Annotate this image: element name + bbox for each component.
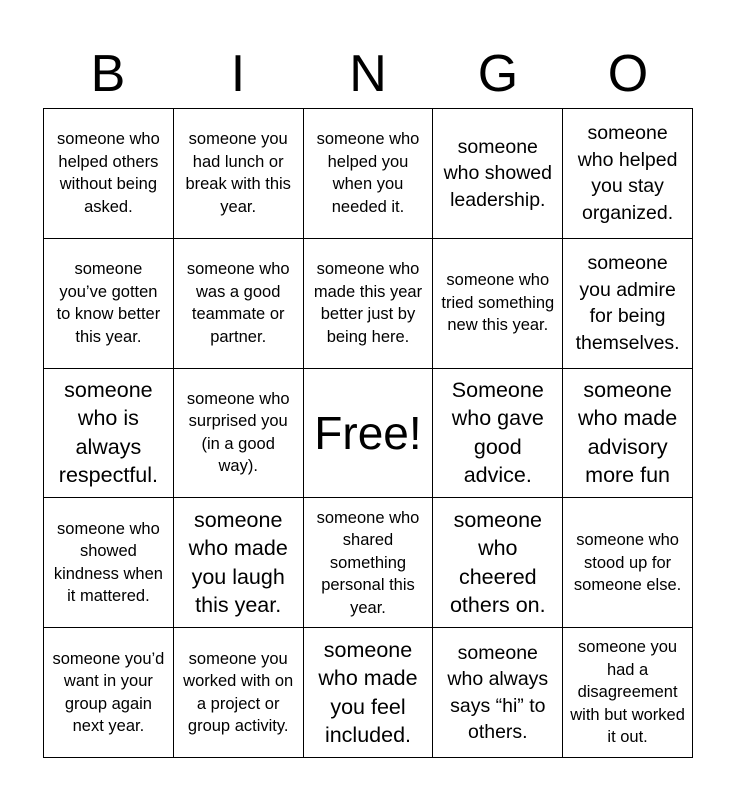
bingo-cell[interactable] <box>44 369 174 499</box>
bingo-cell[interactable] <box>44 498 174 628</box>
bingo-cell[interactable] <box>174 628 304 758</box>
cell-text: someone who made advisory more fun <box>577 377 678 488</box>
bingo-cell[interactable] <box>44 109 174 239</box>
cell-text: someone who cheered others on. <box>449 507 546 618</box>
cell-text: someone you had lunch or break with this year. <box>185 130 291 216</box>
cell-text: someone who showed kindness when it mattered. <box>53 519 163 606</box>
header-letter-b: B <box>90 45 126 103</box>
bingo-cell[interactable] <box>563 628 693 758</box>
cell-text: someone who shared something personal this year. <box>316 508 420 617</box>
bingo-cell[interactable] <box>563 369 693 499</box>
bingo-cell[interactable] <box>563 109 693 239</box>
bingo-cell[interactable] <box>433 369 563 499</box>
cell-text: someone who stood up for someone else. <box>573 531 682 595</box>
bingo-cell[interactable] <box>563 498 693 628</box>
bingo-cell[interactable] <box>174 498 304 628</box>
bingo-board <box>43 108 693 758</box>
cell-text: someone you admire for being themselves. <box>575 252 680 354</box>
cell-text: someone who is always respectful. <box>58 377 158 488</box>
header-letter-g: G <box>477 45 519 103</box>
cell-text: someone you’d want in your group again next year. <box>52 649 165 736</box>
cell-text: someone you had a disagreement with but worked it out. <box>570 638 685 747</box>
cell-text: someone who helped you when you needed it. <box>316 130 420 216</box>
cell-text: someone who surprised you (in a good way). <box>186 389 290 476</box>
bingo-cell[interactable] <box>433 628 563 758</box>
bingo-cell[interactable] <box>44 628 174 758</box>
cell-text: someone who made you laugh this year. <box>188 507 288 618</box>
free-space-cell[interactable] <box>304 369 434 499</box>
bingo-cell[interactable] <box>433 498 563 628</box>
cell-text: someone who always says “hi” to others. <box>447 641 549 744</box>
bingo-cell[interactable] <box>174 109 304 239</box>
bingo-cell[interactable] <box>174 369 304 499</box>
bingo-cell[interactable] <box>174 239 304 369</box>
cell-text: someone you’ve gotten to know better this year. <box>56 260 161 346</box>
bingo-cell[interactable] <box>304 109 434 239</box>
header-letter-o: O <box>607 45 649 103</box>
bingo-cell[interactable] <box>304 239 434 369</box>
cell-text: someone who made you feel included. <box>318 637 418 748</box>
bingo-header <box>43 40 693 108</box>
bingo-cell[interactable] <box>433 109 563 239</box>
bingo-cell[interactable] <box>563 239 693 369</box>
free-space-text: Free! <box>314 406 422 459</box>
cell-text: someone you worked with on a project or group activity. <box>183 649 294 736</box>
cell-text: someone who showed leadership. <box>443 135 552 211</box>
cell-text: someone who made this year better just by being here. <box>313 260 423 346</box>
cell-text: someone who tried something new this year. <box>441 271 555 335</box>
bingo-cell[interactable] <box>44 239 174 369</box>
cell-text: someone who was a good teammate or partner. <box>186 260 290 346</box>
bingo-cell[interactable] <box>304 498 434 628</box>
cell-text: Someone who gave good advice. <box>451 377 544 488</box>
cell-text: someone who helped others without being asked. <box>57 130 160 216</box>
header-letter-n: N <box>349 45 387 103</box>
header-letter-i: I <box>230 45 246 103</box>
bingo-cell[interactable] <box>304 628 434 758</box>
bingo-cell[interactable] <box>433 239 563 369</box>
cell-text: someone who helped you stay organized. <box>577 122 678 224</box>
